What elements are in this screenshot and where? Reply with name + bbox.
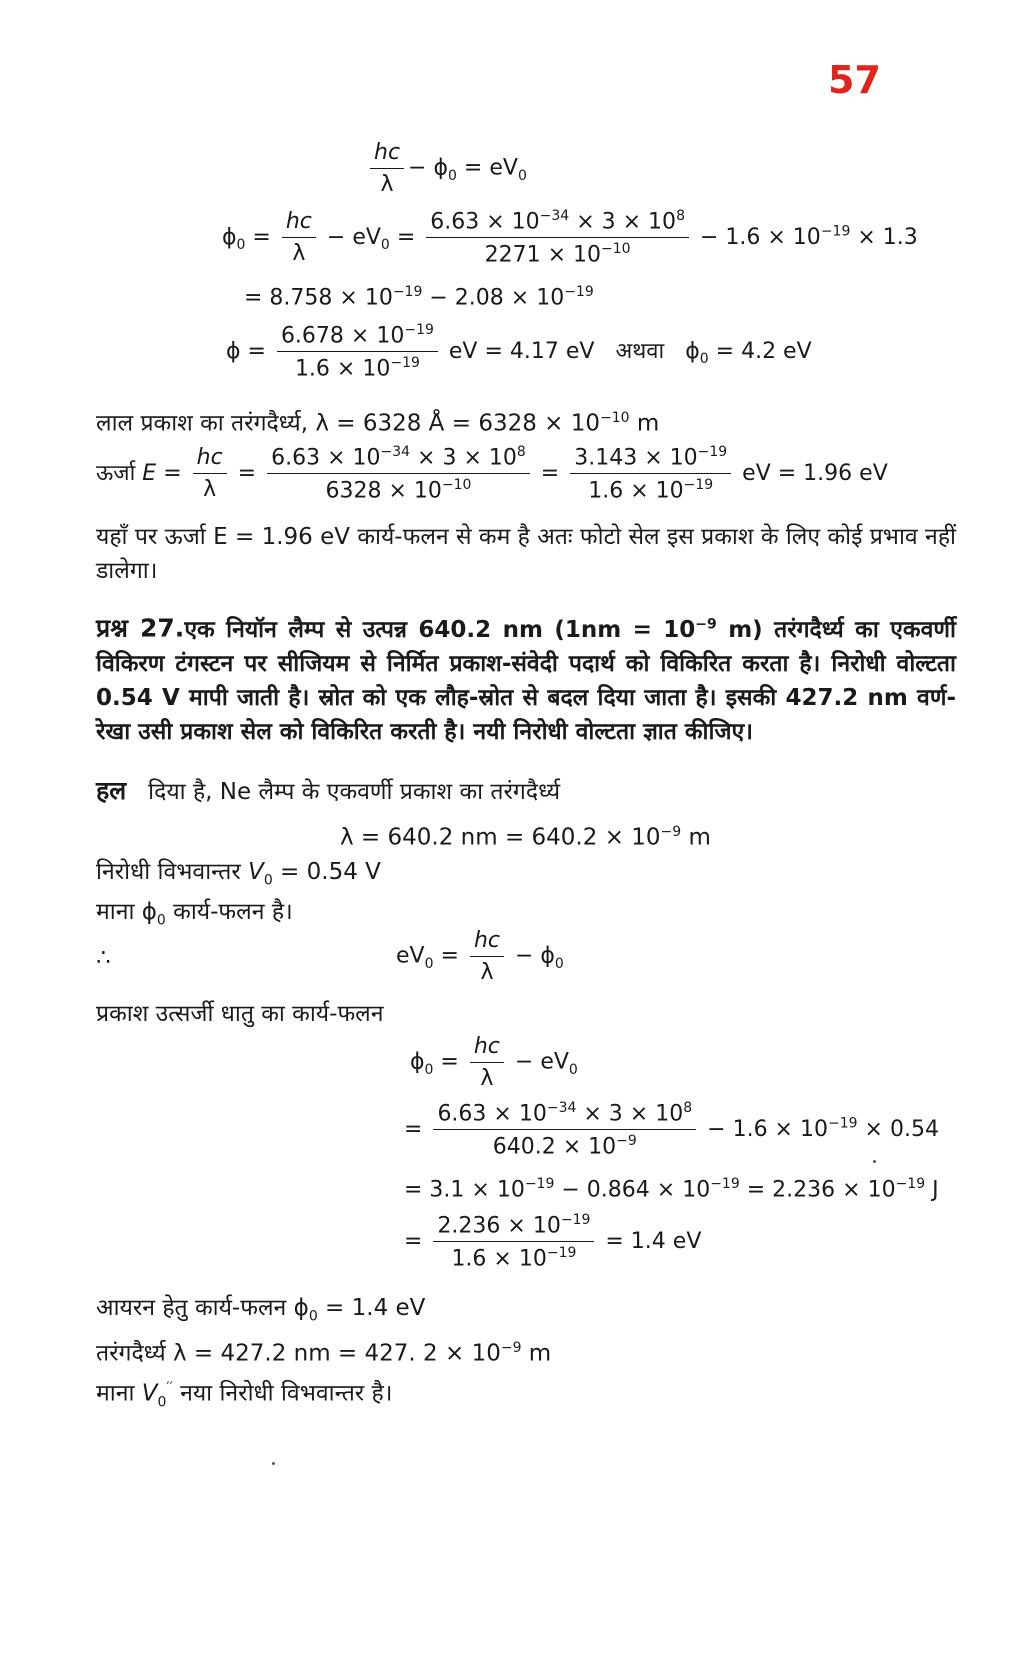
new-stopping-potential: माना $V_0''$ नया निरोधी विभवान्तर है। [96, 1380, 393, 1411]
question-label: प्रश्न 27. [96, 613, 185, 643]
equation-work-function-step: = $8.758 \times 10^{-19} - 2.08 \times 10^{-19}$ [244, 284, 594, 311]
red-light-wavelength: लाल प्रकाश का तरंगदैर्ध्य, λ = 6328 Å = $6328 \times 10^{-10}$ m [96, 410, 660, 437]
equation-energy: ऊर्जा E = $\frac{hc}{\lambda}$ = $\frac{6.63 \times 10^{-34} \times 3 \times 10^8}{6328 \times 10^{-10}}$ = $\frac{3.143 \times 10^{-19}}{1.6 \times 10^{-19}}$ eV = 1.96 eV [96, 444, 888, 504]
equation-ev0: $eV_0$ = $\frac{hc}{\lambda}$ − $\phi_0$ [396, 928, 564, 985]
equation-phi0-joule: = $3.1 \times 10^{-19} - 0.864 \times 10^{-19} = 2.236 \times 10^{-19}$ J [404, 1176, 939, 1203]
equation-work-function-calc: $\phi_0$ = $\frac{hc}{\lambda}$ − $eV_0$ = $\frac{6.63 \times 10^{-34} \times 3 \times 10^8}{2271 \times 10^{-10}}$ − $1.6 \times 10^{-19} \times 1.3$ [222, 208, 918, 268]
scan-speck [272, 1462, 275, 1465]
work-function-label: प्रकाश उत्सर्जी धातु का कार्य-फलन [96, 1001, 384, 1027]
assume-work-function: माना $\phi_0$ कार्य-फलन है। [96, 899, 293, 929]
equation-photoelectric: $\frac{hc}{\lambda}$ − $\phi_0 = eV_0$ [366, 140, 527, 197]
solution-label: हल [96, 776, 127, 805]
equation-phi0-ev: = $\frac{2.236 \times 10^{-19}}{1.6 \times 10^{-19}}$ = 1.4 eV [404, 1212, 702, 1272]
wavelength-iron: तरंगदैर्ध्य λ = 427.2 nm = 427. $2 \times 10^{-9}$ m [96, 1340, 552, 1367]
equation-work-function-ev: ϕ = $\frac{6.678 \times 10^{-19}}{1.6 \times 10^{-19}}$ eV = 4.17 eV अथवा $\phi_0 = 4.2$ eV [226, 322, 812, 382]
stopping-potential-line: निरोधी विभवान्तर $V_0 = 0.54$ V [96, 859, 381, 889]
therefore-symbol: ∴ [96, 945, 111, 971]
iron-work-function: आयरन हेतु कार्य-फलन $\phi_0 = 1.4$ eV [96, 1295, 426, 1325]
wavelength-ne: λ = 640.2 nm = $640.2 \times 10^{-9}$ m [340, 824, 711, 851]
question-27: प्रश्न 27.एक नियॉन लैम्प से उत्पन्न 640.2 nm ($1nm = 10^{-9}$ m) तरंगदैर्ध्य का एकवर्णी विकिरण टंगस्टन पर सीजियम से निर्मित प्रकाश-संवेदी पदार्थ को विकिरित करता है। निरोधी वोल्टता 0.54 V मापी जाती है। स्रोत को एक लौह-स्रोत से बदल दिया जाता है। इसकी 427.2 nm वर्ण-रेखा उसी प्रकाश सेल को विकिरित करती है। नयी निरोधी वोल्टता ज्ञात कीजिए। [96, 613, 956, 745]
conclusion-paragraph: यहाँ पर ऊर्जा E = 1.96 eV कार्य-फलन से कम है अतः फोटो सेल इस प्रकाश के लिए कोई प्रभाव नहीं डालेगा। [96, 524, 956, 584]
equation-phi0: $\phi_0$ = $\frac{hc}{\lambda}$ − $eV_0$ [410, 1034, 578, 1091]
scan-speck [873, 1160, 876, 1163]
page-number: 57 [828, 58, 881, 102]
equation-phi0-values: = $\frac{6.63 \times 10^{-34} \times 3 \times 10^8}{640.2 \times 10^{-9}}$ − $1.6 \times 10^{-19} \times 0.54$ [404, 1100, 939, 1160]
solution-intro: हल दिया है, Ne लैम्प के एकवर्णी प्रकाश का तरंगदैर्ध्य [96, 776, 561, 805]
